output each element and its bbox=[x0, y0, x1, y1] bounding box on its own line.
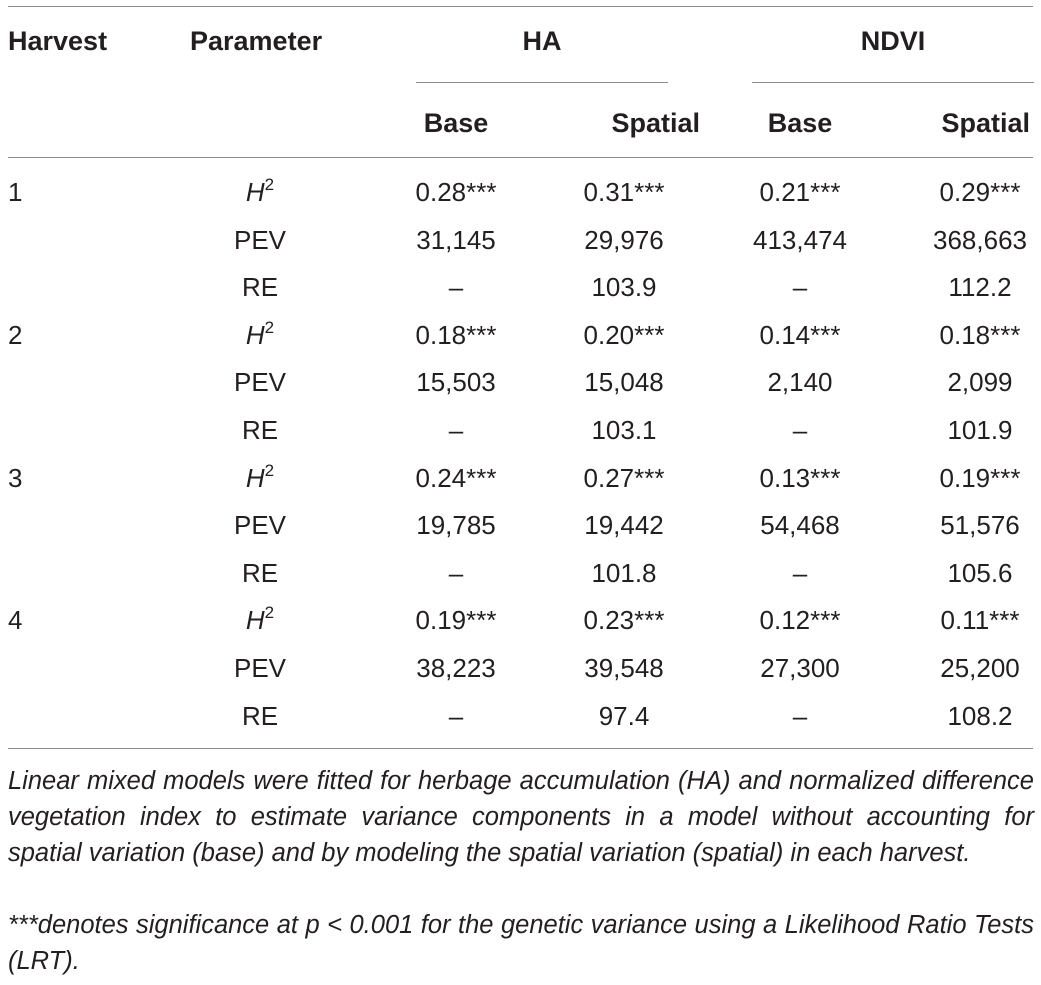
heritability-exponent: 2 bbox=[264, 461, 275, 480]
cell-ha-spatial: 0.27*** bbox=[583, 463, 665, 493]
cell-harvest: 1 bbox=[8, 177, 23, 207]
header-ndvi-base: Base bbox=[767, 108, 833, 138]
cell-parameter bbox=[200, 319, 320, 351]
header-ha-base: Base bbox=[423, 108, 489, 138]
cell-ha-spatial: 101.8 bbox=[591, 558, 657, 588]
cell-ha-base: – bbox=[448, 415, 464, 445]
cell-ndvi-base: – bbox=[792, 558, 808, 588]
cell-ha-base: 0.28*** bbox=[415, 177, 497, 207]
cell-parameter: PEV bbox=[233, 367, 287, 397]
cell-ha-spatial: 29,976 bbox=[584, 225, 664, 255]
cell-ha-spatial: 0.23*** bbox=[583, 605, 665, 635]
cell-parameter bbox=[200, 176, 320, 208]
ha-group-rule bbox=[416, 82, 668, 83]
table-bottom-rule bbox=[8, 748, 1033, 749]
cell-parameter: PEV bbox=[233, 653, 287, 683]
footnote-significance: ***denotes significance at p < 0.001 for the genetic variance using a Likelihood Ratio Tests (LRT). bbox=[8, 911, 1034, 975]
cell-parameter: RE bbox=[241, 701, 279, 731]
cell-ndvi-base: – bbox=[792, 415, 808, 445]
cell-ndvi-spatial: 51,576 bbox=[940, 510, 1020, 540]
cell-ndvi-base: 0.14*** bbox=[759, 320, 841, 350]
cell-ndvi-spatial: 2,099 bbox=[947, 367, 1013, 397]
cell-ndvi-spatial: 25,200 bbox=[940, 653, 1020, 683]
cell-ha-spatial: 39,548 bbox=[584, 653, 664, 683]
header-parameter: Parameter bbox=[190, 26, 323, 56]
header-group-ha: HA bbox=[522, 26, 562, 56]
cell-harvest: 2 bbox=[8, 320, 23, 350]
cell-ndvi-base: 0.13*** bbox=[759, 463, 841, 493]
heritability-exponent: 2 bbox=[264, 175, 275, 194]
cell-harvest: 3 bbox=[8, 463, 23, 493]
cell-ha-base: – bbox=[448, 701, 464, 731]
footnote-models: Linear mixed models were fitted for herbage accumulation (HA) and normalized difference vegetation index to estimate variance components in a model without accounting for spatial variation (base) and by modeling the spatial variation (spatial) in each harvest. bbox=[8, 767, 1034, 867]
cell-ha-base: 15,503 bbox=[416, 367, 496, 397]
cell-ndvi-base: 413,474 bbox=[753, 225, 847, 255]
cell-ha-spatial: 103.9 bbox=[591, 272, 657, 302]
cell-ndvi-spatial: 112.2 bbox=[948, 272, 1012, 302]
header-ndvi-spatial: Spatial bbox=[941, 108, 1030, 138]
cell-ndvi-spatial: 0.19*** bbox=[939, 463, 1021, 493]
cell-parameter: RE bbox=[241, 558, 279, 588]
cell-ha-spatial: 0.20*** bbox=[583, 320, 665, 350]
cell-parameter: PEV bbox=[233, 225, 287, 255]
cell-harvest: 4 bbox=[8, 605, 23, 635]
cell-ndvi-base: 0.21*** bbox=[759, 177, 841, 207]
cell-ndvi-spatial: 0.18*** bbox=[939, 320, 1021, 350]
header-ha-spatial: Spatial bbox=[611, 108, 700, 138]
cell-ndvi-spatial: 0.11*** bbox=[940, 605, 1020, 635]
heritability-exponent: 2 bbox=[264, 318, 275, 337]
cell-ha-spatial: 97.4 bbox=[598, 701, 650, 731]
top-rule bbox=[8, 6, 1033, 7]
cell-ha-spatial: 15,048 bbox=[584, 367, 664, 397]
cell-ndvi-base: 27,300 bbox=[760, 653, 840, 683]
cell-ha-base: – bbox=[448, 558, 464, 588]
cell-ndvi-spatial: 0.29*** bbox=[939, 177, 1021, 207]
cell-ndvi-base: 2,140 bbox=[767, 367, 833, 397]
cell-ndvi-spatial: 101.9 bbox=[947, 415, 1013, 445]
heritability-symbol: H bbox=[245, 320, 265, 350]
cell-ndvi-base: 54,468 bbox=[760, 510, 840, 540]
cell-ha-base: 38,223 bbox=[416, 653, 496, 683]
cell-ndvi-base: – bbox=[792, 272, 808, 302]
cell-ndvi-spatial: 108.2 bbox=[947, 701, 1013, 731]
heritability-exponent: 2 bbox=[264, 603, 275, 622]
cell-ha-base: 19,785 bbox=[416, 510, 496, 540]
heritability-symbol: H bbox=[245, 605, 265, 635]
heritability-symbol: H bbox=[245, 463, 265, 493]
cell-parameter: PEV bbox=[233, 510, 287, 540]
cell-ndvi-base: – bbox=[792, 701, 808, 731]
header-group-ndvi: NDVI bbox=[860, 26, 926, 56]
heritability-symbol: H bbox=[245, 177, 265, 207]
cell-ha-spatial: 103.1 bbox=[591, 415, 657, 445]
cell-ha-base: 0.19*** bbox=[415, 605, 497, 635]
cell-ha-base: 0.18*** bbox=[415, 320, 497, 350]
cell-parameter: RE bbox=[241, 272, 279, 302]
cell-ha-base: 0.24*** bbox=[415, 463, 497, 493]
cell-ndvi-spatial: 105.6 bbox=[947, 558, 1013, 588]
cell-parameter bbox=[200, 604, 320, 636]
cell-ndvi-spatial: 368,663 bbox=[933, 225, 1027, 255]
cell-ndvi-base: 0.12*** bbox=[759, 605, 841, 635]
cell-parameter: RE bbox=[241, 415, 279, 445]
ndvi-group-rule bbox=[752, 82, 1034, 83]
cell-ha-spatial: 19,442 bbox=[584, 510, 664, 540]
cell-ha-spatial: 0.31*** bbox=[583, 177, 665, 207]
cell-ha-base: 31,145 bbox=[416, 225, 496, 255]
header-bottom-rule bbox=[8, 157, 1033, 158]
cell-parameter bbox=[200, 462, 320, 494]
header-harvest: Harvest bbox=[8, 26, 108, 56]
cell-ha-base: – bbox=[448, 272, 464, 302]
